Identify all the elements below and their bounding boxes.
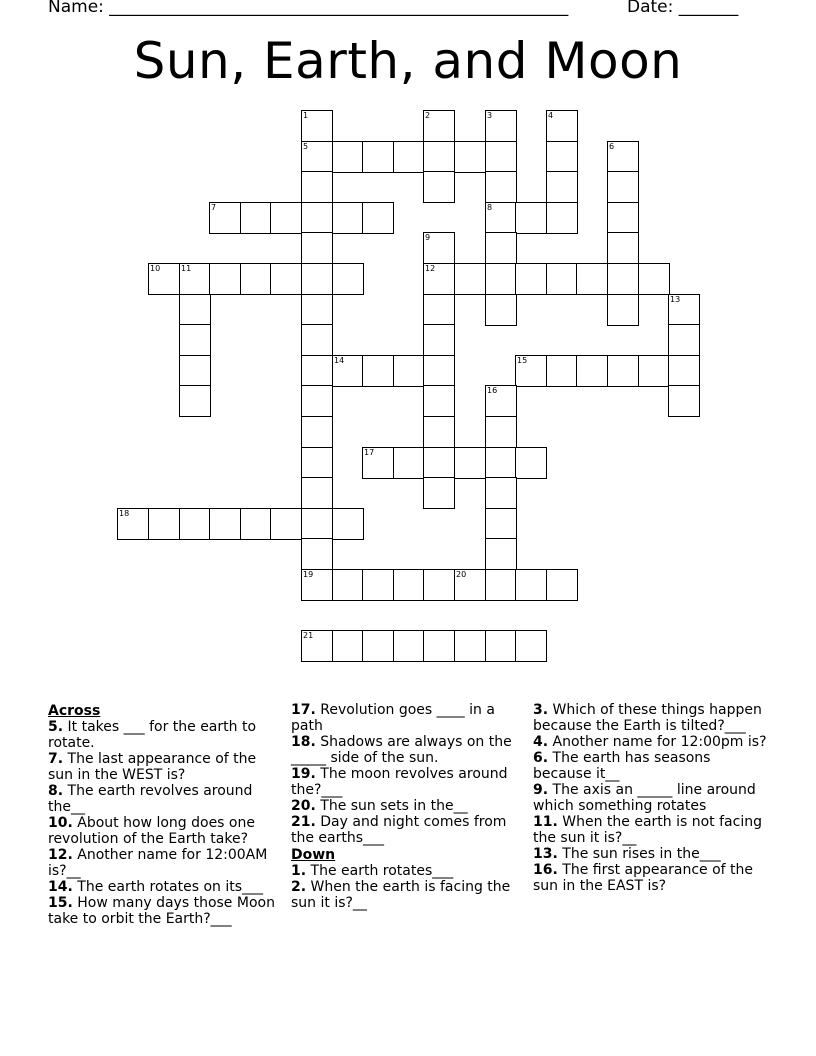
clue-number: 6 xyxy=(609,142,615,151)
grid-cell[interactable] xyxy=(148,508,180,540)
grid-cell[interactable] xyxy=(209,508,241,540)
clue-number: 19 xyxy=(303,570,314,579)
clue-down-2: 2. When the earth is facing the sun it is?__ xyxy=(291,879,511,911)
grid-cell[interactable] xyxy=(576,263,608,295)
clue-number: 18 xyxy=(119,509,130,518)
grid-cell[interactable] xyxy=(240,508,272,540)
grid-cell[interactable] xyxy=(454,447,486,479)
grid-cell[interactable] xyxy=(301,294,333,326)
grid-cell[interactable] xyxy=(148,263,180,295)
grid-cell[interactable] xyxy=(393,630,425,662)
clue-across-18: 18. Shadows are always on the _____ side of the sun. xyxy=(291,734,512,766)
grid-cell[interactable] xyxy=(485,141,517,173)
date-field-label: Date: _______ xyxy=(627,0,739,17)
clue-down-11: 11. When the earth is not facing the sun it is?__ xyxy=(533,814,762,846)
clue-across-12: 12. Another name for 12:00AM is?__ xyxy=(48,847,268,879)
clue-down-4: 4. Another name for 12:00pm is? xyxy=(533,734,767,750)
grid-cell[interactable] xyxy=(362,447,394,479)
grid-cell[interactable] xyxy=(332,202,364,234)
grid-cell[interactable] xyxy=(423,447,455,479)
grid-cell[interactable] xyxy=(638,355,670,387)
clue-number: 5 xyxy=(303,142,309,151)
grid-cell[interactable] xyxy=(485,385,517,417)
clue-number: 15 xyxy=(517,356,528,365)
clue-number: 2 xyxy=(425,111,431,120)
page-title: Sun, Earth, and Moon xyxy=(133,32,683,90)
grid-cell[interactable] xyxy=(301,141,333,173)
clue-across-10: 10. About how long does one revolution of the Earth take? xyxy=(48,815,255,847)
grid-cell[interactable] xyxy=(515,263,547,295)
grid-cell[interactable] xyxy=(301,538,333,570)
clue-number: 20 xyxy=(456,570,467,579)
grid-cell[interactable] xyxy=(485,202,517,234)
grid-cell[interactable] xyxy=(393,141,425,173)
clue-number: 17 xyxy=(364,448,375,457)
grid-cell[interactable] xyxy=(301,232,333,264)
grid-cell[interactable] xyxy=(546,171,578,203)
clue-across-15: 15. How many days those Moon take to orbit the Earth?___ xyxy=(48,895,275,927)
grid-cell[interactable] xyxy=(485,538,517,570)
grid-cell[interactable] xyxy=(179,508,211,540)
clue-number: 12 xyxy=(425,264,436,273)
clue-number: 4 xyxy=(548,111,554,120)
grid-cell[interactable] xyxy=(546,355,578,387)
grid-cell[interactable] xyxy=(301,416,333,448)
grid-cell[interactable] xyxy=(393,569,425,601)
grid-cell[interactable] xyxy=(301,202,333,234)
grid-cell[interactable] xyxy=(393,447,425,479)
grid-cell[interactable] xyxy=(423,569,455,601)
grid-cell[interactable] xyxy=(485,477,517,509)
grid-cell[interactable] xyxy=(607,141,639,173)
grid-cell[interactable] xyxy=(423,477,455,509)
grid-cell[interactable] xyxy=(332,569,364,601)
grid-cell[interactable] xyxy=(332,263,364,295)
grid-cell[interactable] xyxy=(546,569,578,601)
grid-cell[interactable] xyxy=(515,569,547,601)
clue-number: 11 xyxy=(181,264,192,273)
clue-number: 16 xyxy=(487,386,498,395)
grid-cell[interactable] xyxy=(485,447,517,479)
clue-column-1 xyxy=(48,702,276,927)
grid-cell[interactable] xyxy=(454,263,486,295)
clue-across-8: 8. The earth revolves around the__ xyxy=(48,783,253,815)
grid-cell[interactable] xyxy=(270,508,302,540)
down-heading: Down xyxy=(291,847,336,863)
grid-cell[interactable] xyxy=(423,630,455,662)
grid-cell[interactable] xyxy=(454,630,486,662)
clue-number: 3 xyxy=(487,111,493,120)
grid-cell[interactable] xyxy=(179,355,211,387)
grid-cell[interactable] xyxy=(668,294,700,326)
grid-cell[interactable] xyxy=(270,263,302,295)
grid-cell[interactable] xyxy=(362,202,394,234)
clue-down-6: 6. The earth has seasons because it__ xyxy=(533,750,711,782)
clue-across-14: 14. The earth rotates on its___ xyxy=(48,879,264,895)
grid-cell[interactable] xyxy=(179,385,211,417)
grid-cell[interactable] xyxy=(485,508,517,540)
grid-cell[interactable] xyxy=(423,355,455,387)
clue-down-9: 9. The axis an _____ line around which something rotates xyxy=(533,782,756,814)
grid-cell[interactable] xyxy=(546,141,578,173)
grid-cell[interactable] xyxy=(668,324,700,356)
grid-cell[interactable] xyxy=(179,263,211,295)
grid-cell[interactable] xyxy=(546,110,578,142)
clue-down-3: 3. Which of these things happen because the Earth is tilted?___ xyxy=(533,702,762,734)
grid-cell[interactable] xyxy=(240,263,272,295)
grid-cell[interactable] xyxy=(423,232,455,264)
grid-cell[interactable] xyxy=(179,324,211,356)
grid-cell[interactable] xyxy=(362,355,394,387)
grid-cell[interactable] xyxy=(117,508,149,540)
clue-across-20: 20. The sun sets in the__ xyxy=(291,798,468,814)
grid-cell[interactable] xyxy=(515,447,547,479)
grid-cell[interactable] xyxy=(301,477,333,509)
grid-cell[interactable] xyxy=(485,630,517,662)
grid-cell[interactable] xyxy=(332,630,364,662)
grid-cell[interactable] xyxy=(607,355,639,387)
clue-number: 7 xyxy=(211,203,217,212)
grid-cell[interactable] xyxy=(301,263,333,295)
grid-cell[interactable] xyxy=(668,355,700,387)
grid-cell[interactable] xyxy=(301,385,333,417)
grid-cell[interactable] xyxy=(485,294,517,326)
clue-across-17: 17. Revolution goes ____ in a path xyxy=(291,702,495,734)
grid-cell[interactable] xyxy=(607,171,639,203)
grid-cell[interactable] xyxy=(638,263,670,295)
grid-cell[interactable] xyxy=(423,141,455,173)
grid-cell[interactable] xyxy=(209,202,241,234)
grid-cell[interactable] xyxy=(515,630,547,662)
grid-cell[interactable] xyxy=(332,355,364,387)
grid-cell[interactable] xyxy=(607,232,639,264)
clue-number: 9 xyxy=(425,233,431,242)
grid-cell[interactable] xyxy=(423,110,455,142)
grid-cell[interactable] xyxy=(515,202,547,234)
clue-number: 8 xyxy=(487,203,493,212)
grid-cell[interactable] xyxy=(668,385,700,417)
clue-across-7: 7. The last appearance of the sun in the WEST is? xyxy=(48,751,257,783)
grid-cell[interactable] xyxy=(301,447,333,479)
grid-cell[interactable] xyxy=(607,294,639,326)
clue-number: 10 xyxy=(150,264,161,273)
grid-cell[interactable] xyxy=(393,355,425,387)
grid-cell[interactable] xyxy=(576,355,608,387)
grid-cell[interactable] xyxy=(485,110,517,142)
grid-cell[interactable] xyxy=(301,630,333,662)
grid-cell[interactable] xyxy=(423,416,455,448)
clue-number: 13 xyxy=(670,295,681,304)
grid-cell[interactable] xyxy=(301,110,333,142)
grid-cell[interactable] xyxy=(423,263,455,295)
grid-cell[interactable] xyxy=(362,630,394,662)
across-heading: Across xyxy=(48,703,101,719)
grid-cell[interactable] xyxy=(301,508,333,540)
grid-cell[interactable] xyxy=(209,263,241,295)
clue-across-19: 19. The moon revolves around the?___ xyxy=(291,766,508,798)
grid-cell[interactable] xyxy=(240,202,272,234)
grid-cell[interactable] xyxy=(485,569,517,601)
grid-cell[interactable] xyxy=(301,324,333,356)
clue-column-2 xyxy=(291,702,519,911)
grid-cell[interactable] xyxy=(301,171,333,203)
grid-cell[interactable] xyxy=(301,355,333,387)
grid-cell[interactable] xyxy=(607,202,639,234)
clue-number: 1 xyxy=(303,111,309,120)
clue-down-1: 1. The earth rotates___ xyxy=(291,863,454,879)
grid-cell[interactable] xyxy=(179,294,211,326)
grid-cell[interactable] xyxy=(362,569,394,601)
grid-cell[interactable] xyxy=(485,416,517,448)
clue-column-3 xyxy=(533,702,768,894)
grid-cell[interactable] xyxy=(485,263,517,295)
grid-cell[interactable] xyxy=(423,171,455,203)
grid-cell[interactable] xyxy=(423,324,455,356)
name-field-label: Name: ______________________________________________________ xyxy=(48,0,569,17)
grid-cell[interactable] xyxy=(270,202,302,234)
grid-cell[interactable] xyxy=(332,508,364,540)
grid-cell[interactable] xyxy=(607,263,639,295)
grid-cell[interactable] xyxy=(301,569,333,601)
grid-cell[interactable] xyxy=(454,569,486,601)
clue-down-13: 13. The sun rises in the___ xyxy=(533,846,721,862)
grid-cell[interactable] xyxy=(515,355,547,387)
clue-down-16: 16. The first appearance of the sun in the EAST is? xyxy=(533,862,753,894)
grid-cell[interactable] xyxy=(485,171,517,203)
grid-cell[interactable] xyxy=(546,263,578,295)
grid-cell[interactable] xyxy=(362,141,394,173)
grid-cell[interactable] xyxy=(423,385,455,417)
clue-across-21: 21. Day and night comes from the earths___ xyxy=(291,814,507,846)
grid-cell[interactable] xyxy=(332,141,364,173)
clue-number: 21 xyxy=(303,631,314,640)
grid-cell[interactable] xyxy=(423,294,455,326)
clue-number: 14 xyxy=(334,356,345,365)
grid-cell[interactable] xyxy=(485,232,517,264)
grid-cell[interactable] xyxy=(454,141,486,173)
clue-across-5: 5. It takes ___ for the earth to rotate. xyxy=(48,719,257,751)
grid-cell[interactable] xyxy=(546,202,578,234)
